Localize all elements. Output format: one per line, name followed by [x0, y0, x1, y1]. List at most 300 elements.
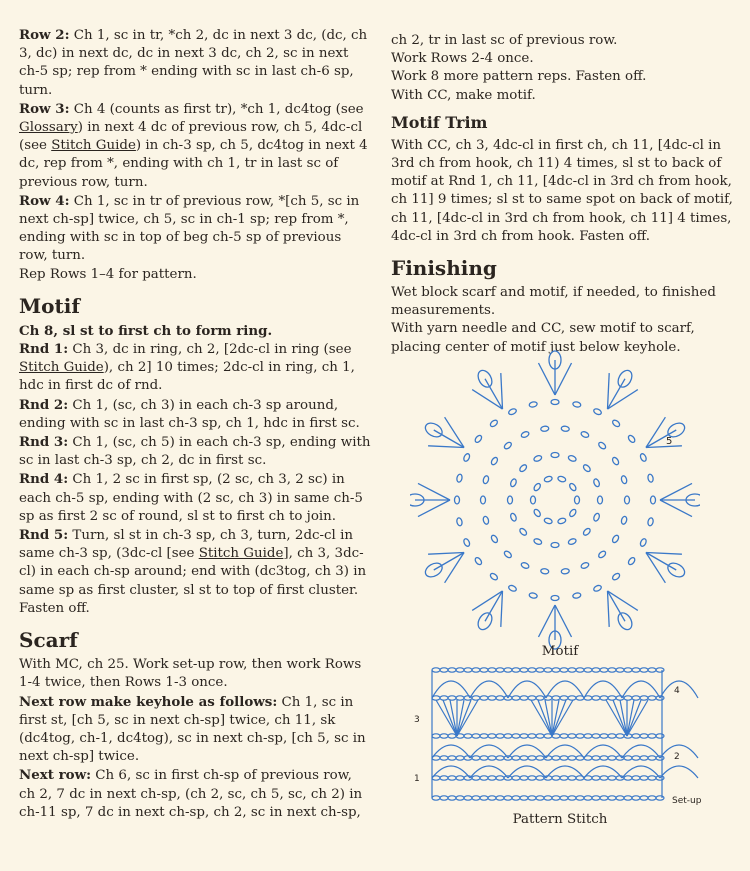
chain-stitch [544, 517, 553, 524]
chain-stitch [648, 796, 656, 800]
finishing-paragraph-2: With yarn needle and CC, sew motif to scarf, placing center of motif just below keyhole. [391, 321, 695, 355]
chain-stitch [508, 584, 517, 592]
chain-stitch [528, 756, 536, 760]
chain-stitch [448, 668, 456, 672]
chain-stitch [448, 734, 456, 738]
chain-stitch [529, 401, 538, 408]
chain-stitch [647, 517, 654, 526]
chain-stitch [488, 696, 496, 700]
chain-stitch [647, 474, 654, 483]
chain-stitch [561, 426, 570, 432]
chain-stitch [464, 668, 472, 672]
chain-stitch [560, 796, 568, 800]
chain-stitch [512, 734, 520, 738]
dc-fan [538, 700, 552, 736]
cluster-stitch [485, 379, 503, 409]
chain-stitch [600, 668, 608, 672]
motif-chart [410, 350, 700, 650]
chain-stitch [568, 668, 576, 672]
chain-stitch [576, 796, 584, 800]
chain-stitch [512, 668, 520, 672]
chain-stitch [519, 527, 528, 536]
chain-stitch [648, 668, 656, 672]
petal-loop [423, 560, 445, 579]
dc-fan [613, 700, 627, 736]
chain-stitch [496, 776, 504, 780]
chain-stitch [592, 696, 600, 700]
chain-stitch [544, 668, 552, 672]
cluster-stitch [472, 390, 502, 409]
chain-stitch [593, 408, 602, 416]
chain-stitch [624, 756, 632, 760]
chain-stitch [608, 668, 616, 672]
chain-stitch [531, 496, 536, 504]
chain-stitch [584, 734, 592, 738]
chain-stitch [656, 796, 664, 800]
stitch-guide-link[interactable]: Stitch Guide [198, 546, 284, 562]
chain-stitch [568, 756, 576, 760]
row3-text-2: ) in next 4 dc of previous row, ch 5, 4dc-cl (see [19, 120, 363, 154]
chain-stitch [482, 475, 489, 484]
chain-stitch [536, 776, 544, 780]
chain-stitch [482, 516, 489, 525]
rnd2-label: Rnd 2: [19, 396, 69, 413]
chain-stitch [568, 776, 576, 780]
chain-stitch [544, 475, 553, 482]
chain-stitch [496, 734, 504, 738]
row-label-4: 4 [674, 686, 680, 696]
row-label-1: 1 [414, 774, 420, 784]
chain-stitch [455, 496, 460, 504]
chain-stitch [551, 400, 559, 405]
chain-stitch [621, 475, 628, 484]
chain-stitch [568, 538, 577, 546]
chain-stitch [456, 776, 464, 780]
chain-stitch [551, 543, 559, 548]
chain-stitch [593, 478, 601, 487]
chain-stitch [608, 776, 616, 780]
chain-stitch [568, 734, 576, 738]
motif-heading: Motif [19, 293, 80, 318]
chain-stitch [528, 734, 536, 738]
chain-stitch [624, 696, 632, 700]
rnd2-paragraph [19, 396, 371, 433]
chain-stitch [640, 734, 648, 738]
chain-stitch [560, 776, 568, 780]
chain-stitch [472, 776, 480, 780]
chain-stitch [572, 401, 581, 408]
chain-stitch [508, 496, 513, 504]
rnd1-text: Ch 3, dc in ring, ch 2, [2dc-cl in ring (see [68, 342, 352, 358]
chain-stitch [592, 734, 600, 738]
chain-stitch [640, 776, 648, 780]
chain-stitch [592, 796, 600, 800]
cluster-stitch [428, 553, 464, 555]
chain-stitch [608, 796, 616, 800]
chain-stitch [592, 756, 600, 760]
left-column [19, 26, 371, 822]
chain-stitch [575, 496, 580, 504]
chain-stitch [456, 696, 464, 700]
chain-stitch [488, 734, 496, 738]
cluster-stitch [646, 553, 682, 555]
chain-stitch [593, 584, 602, 592]
petal-loop [423, 420, 445, 439]
chain-stitch [560, 734, 568, 738]
chain-stitch [568, 482, 577, 491]
chain-stitch [625, 496, 630, 504]
chain-stitch [520, 668, 528, 672]
chain-stitch [520, 796, 528, 800]
chain-stitch [520, 696, 528, 700]
chain-stitch [503, 441, 512, 450]
chain-stitch [456, 668, 464, 672]
chain-stitch [481, 496, 486, 504]
cluster-stitch [434, 430, 464, 448]
stitch-guide-link[interactable]: Stitch Guide [19, 360, 104, 376]
chain-stitch [480, 696, 488, 700]
chain-stitch [648, 734, 656, 738]
finishing-heading: Finishing [391, 256, 497, 281]
keyhole-text: Ch 1, sc in first st, [ch 5, sc in next ch-sp] twice, ch 11, sk (dc4tog, ch-1, dc4tog), sc in next ch-sp, [ch 5, sc in next ch-sp] twice. [19, 694, 366, 765]
cluster-stitch [608, 379, 626, 409]
chain-stitch [640, 668, 648, 672]
chain-stitch [472, 734, 480, 738]
chain-stitch [632, 756, 640, 760]
chain-stitch [490, 456, 499, 465]
chain-stitch [496, 668, 504, 672]
chain-stitch [448, 696, 456, 700]
cluster-stitch [608, 373, 610, 409]
chain-stitch [611, 572, 620, 581]
cluster-stitch [646, 553, 676, 571]
motif-trim-heading: Motif Trim [391, 112, 488, 132]
row3-text-3: ) in ch-3 sp, ch 5, dc4tog in next 4 dc, rep from *, ending with ch 1, tr in last sc of previous row, turn. [19, 138, 368, 190]
row4-text: Ch 1, sc in tr of previous row, *[ch 5, sc in next ch-sp] twice, ch 5, sc in ch-1 sp; rep from *, ending with sc in top of beg ch-5 sp of previous row, turn. [19, 193, 360, 264]
row4-label: Row 4: [19, 192, 70, 209]
rnd3-text: Ch 1, (sc, ch 5) in each ch-3 sp, ending with sc in last ch-3 sp, ch 2, dc in first sc. [19, 435, 371, 469]
chain-stitch [496, 796, 504, 800]
cont-line-2: Work Rows 2-4 once. [391, 51, 534, 67]
chain-stitch [533, 482, 542, 491]
chain-stitch [488, 796, 496, 800]
chain-stitch [584, 796, 592, 800]
chain-stitch [560, 756, 568, 760]
rnd2-text: Ch 1, (sc, ch 3) in each ch-3 sp around, ending with sc in last ch-3 sp, ch 1, hdc in first sc. [19, 397, 360, 431]
cluster-stitch [434, 553, 464, 571]
chain-stitch [598, 496, 603, 504]
chain-stitch [440, 776, 448, 780]
cluster-stitch [646, 417, 665, 447]
chain-stitch [504, 796, 512, 800]
row3-paragraph [19, 100, 371, 192]
chain-stitch [448, 796, 456, 800]
chain-stitch [648, 756, 656, 760]
nextrow-label: Next row: [19, 767, 92, 784]
stitch-guide-link[interactable]: Stitch Guide [51, 138, 136, 154]
chain-stitch [639, 453, 647, 462]
cluster-stitch [608, 591, 610, 627]
chain-stitch [496, 696, 504, 700]
chain-stitch [568, 796, 576, 800]
chain-stitch [504, 734, 512, 738]
chain-stitch [480, 796, 488, 800]
chain-stitch [616, 734, 624, 738]
chain-stitch [632, 668, 640, 672]
keyhole-paragraph [19, 693, 371, 767]
chain-stitch [600, 756, 608, 760]
chain-stitch [640, 756, 648, 760]
pattern-caption: Pattern Stitch [512, 812, 608, 827]
chain-stitch [533, 538, 542, 546]
chain-stitch [528, 668, 536, 672]
chain-stitch [448, 776, 456, 780]
chain-stitch [611, 534, 620, 543]
rnd1-text-2: ), ch 2] 10 times; 2dc-cl in ring, ch 1, hdc in first dc of rnd. [19, 360, 355, 394]
chain-stitch [572, 592, 581, 599]
rnd3-paragraph [19, 433, 371, 470]
chain-stitch [472, 756, 480, 760]
chain-stitch [608, 696, 616, 700]
nextrow-text: Ch 6, sc in first ch-sp of previous row, ch 2, 7 dc in next ch-sp, (ch 2, sc, ch 5, sc, ch 2) in ch-11 sp, 7 dc in next ch-sp, ch 2, sc in next ch-sp, [19, 768, 363, 820]
chain-stitch [576, 734, 584, 738]
pattern-stitch-chart [410, 658, 710, 813]
chain-stitch [510, 513, 518, 522]
chain-stitch [490, 534, 499, 543]
cluster-stitch [608, 591, 626, 621]
chain-stitch [496, 756, 504, 760]
cluster-stitch [646, 553, 665, 583]
chain-stitch [640, 796, 648, 800]
chain-stitch [520, 776, 528, 780]
chain-stitch [611, 419, 620, 428]
chain-stitch [580, 562, 589, 570]
chain-stitch [474, 556, 483, 565]
chain-stitch [512, 776, 520, 780]
chain-stitch [600, 734, 608, 738]
chain-stitch [551, 453, 559, 458]
chain-stitch [503, 550, 512, 559]
chain-stitch [533, 455, 542, 463]
chain-stitch [632, 776, 640, 780]
chain-stitch [627, 556, 636, 565]
cluster-stitch [608, 591, 638, 610]
chain-stitch [528, 796, 536, 800]
rnd4-label: Rnd 4: [19, 471, 69, 488]
chain-stitch [432, 734, 440, 738]
chain-stitch [648, 776, 656, 780]
chain-stitch [472, 796, 480, 800]
keyhole-label: Next row make keyhole as follows: [19, 693, 278, 710]
motif-caption: Motif [541, 644, 579, 659]
chain-stitch [463, 538, 471, 547]
chain-stitch [624, 776, 632, 780]
chain-stitch [600, 696, 608, 700]
cluster-stitch [472, 591, 502, 610]
chain-stitch [632, 734, 640, 738]
chain-stitch [561, 568, 570, 574]
chain-stitch [520, 734, 528, 738]
chain-stitch [608, 734, 616, 738]
cluster-stitch [501, 373, 503, 409]
cont-line-4: With CC, make motif. [391, 87, 536, 103]
chain-stitch [557, 475, 566, 482]
chain-arch [660, 766, 698, 778]
chain-stitch [456, 474, 463, 483]
motif-trim-paragraph: With CC, ch 3, 4dc-cl in first ch, ch 11, [4dc-cl in 3rd ch from hook, ch 11) 4 times, sl st to back of motif at Rnd 1, ch 11, [4dc-cl in 3rd ch from hook, ch 11] 9 times; sl st to same spot on back of motif, ch 11, [4dc-cl in 3rd ch from hook, ch 11] 4 times, 4dc-cl in 3rd ch from hook. Fasten off. [391, 137, 733, 244]
motif-start: Ch 8, sl st to first ch to form ring. [19, 322, 273, 339]
chain-stitch [480, 776, 488, 780]
chain-stitch [648, 696, 656, 700]
chain-stitch [544, 796, 552, 800]
row-label-2: 2 [674, 752, 680, 762]
chain-stitch [464, 734, 472, 738]
chain-stitch [580, 431, 589, 439]
chain-stitch [624, 796, 632, 800]
rep-paragraph: Rep Rows 1–4 for pattern. [19, 266, 197, 282]
chain-stitch [568, 508, 577, 517]
row4-paragraph [19, 192, 371, 266]
chain-stitch [472, 668, 480, 672]
cluster-stitch [608, 390, 638, 409]
chain-stitch [536, 756, 544, 760]
chain-stitch [512, 796, 520, 800]
rnd1-label: Rnd 1: [19, 341, 69, 358]
chain-stitch [520, 756, 528, 760]
row2-paragraph [19, 26, 371, 100]
chain-stitch [551, 596, 559, 601]
chain-stitch [529, 592, 538, 599]
chain-stitch [568, 455, 577, 463]
chain-stitch [463, 453, 471, 462]
dc-fan [457, 700, 471, 736]
chain-stitch [582, 464, 591, 473]
chain-stitch [508, 408, 517, 416]
setup-label: Set-up [672, 796, 702, 806]
chain-stitch [593, 513, 601, 522]
chain-stitch [552, 796, 560, 800]
cluster-stitch [445, 553, 464, 583]
chain-stitch [456, 756, 464, 760]
chain-stitch [608, 756, 616, 760]
chain-stitch [656, 734, 664, 738]
chain-stitch [552, 756, 560, 760]
chain-stitch [536, 668, 544, 672]
chain-stitch [480, 668, 488, 672]
chain-stitch [568, 696, 576, 700]
chain-stitch [489, 572, 498, 581]
rnd3-label: Rnd 3: [19, 434, 69, 451]
chain-stitch [632, 696, 640, 700]
chain-stitch [651, 496, 656, 504]
chain-stitch [582, 527, 591, 536]
chain-stitch [480, 734, 488, 738]
chain-stitch [510, 478, 518, 487]
chain-stitch [616, 796, 624, 800]
row3-label: Row 3: [19, 100, 70, 117]
chain-stitch [528, 696, 536, 700]
chain-stitch [621, 516, 628, 525]
chain-stitch [592, 776, 600, 780]
chain-stitch [488, 776, 496, 780]
motif-rnd-label: 5 [666, 436, 673, 447]
chain-stitch [552, 668, 560, 672]
chain-stitch [472, 696, 480, 700]
rnd4-paragraph [19, 470, 371, 526]
chain-stitch [512, 696, 520, 700]
chain-stitch [656, 668, 664, 672]
chain-stitch [552, 696, 560, 700]
chain-stitch [448, 756, 456, 760]
dc-fan [627, 700, 641, 736]
chain-stitch [533, 508, 542, 517]
chain-stitch [440, 696, 448, 700]
chain-stitch [632, 796, 640, 800]
chain-stitch [456, 796, 464, 800]
finishing-paragraph-1: Wet block scarf and motif, if needed, to finished measurements. [391, 285, 716, 319]
cluster-stitch [646, 446, 682, 448]
chain-stitch [536, 796, 544, 800]
chain-stitch [639, 538, 647, 547]
chain-stitch [592, 668, 600, 672]
chain-stitch [489, 419, 498, 428]
chain-stitch [488, 756, 496, 760]
chain-stitch [536, 696, 544, 700]
chain-stitch [432, 668, 440, 672]
chain-stitch [464, 796, 472, 800]
chain-stitch [504, 668, 512, 672]
dc-fan [552, 700, 566, 736]
row-label-3: 3 [414, 715, 420, 725]
chain-stitch [440, 734, 448, 738]
chain-stitch [552, 776, 560, 780]
scarf-heading: Scarf [19, 628, 78, 653]
chain-stitch [488, 668, 496, 672]
petal-loop [615, 368, 634, 390]
chain-stitch [440, 756, 448, 760]
petal-loop [475, 368, 494, 390]
chain-stitch [474, 434, 483, 443]
nextrow-paragraph [19, 766, 371, 822]
rnd5-text-2: ], ch 3, 3dc-cl) in each ch-sp around; end with (dc3tog, ch 3) in same sp as first cluster, sl st to top of first cluster. [19, 546, 367, 598]
chain-stitch [440, 796, 448, 800]
chain-stitch [536, 734, 544, 738]
right-column [391, 32, 737, 357]
glossary-link[interactable]: Glossary [19, 120, 78, 136]
chain-stitch [560, 696, 568, 700]
chain-stitch [480, 756, 488, 760]
chain-stitch [576, 668, 584, 672]
chain-stitch [600, 776, 608, 780]
cont-line-3: Work 8 more pattern reps. Fasten off. [391, 69, 647, 85]
cont-line-1: ch 2, tr in last sc of previous row. [391, 33, 618, 48]
cluster-stitch [445, 417, 464, 447]
chain-stitch [597, 441, 606, 450]
rnd5-label: Rnd 5: [19, 527, 69, 544]
dc-fan [443, 700, 457, 736]
rnd1-paragraph [19, 340, 371, 396]
rnd4-text: Ch 1, 2 sc in first sp, (2 sc, ch 3, 2 sc) in each ch-5 sp, ending with (2 sc, ch 3) in same ch-5 sp as first 2 sc of round, sl st to first ch to join. [19, 472, 363, 524]
chain-stitch [624, 668, 632, 672]
row3-text: Ch 4 (counts as first tr), *ch 1, dc4tog (see [69, 101, 364, 117]
chain-stitch [456, 517, 463, 526]
chain-stitch [432, 796, 440, 800]
chain-stitch [597, 550, 606, 559]
chain-stitch [520, 431, 529, 439]
chain-stitch [584, 668, 592, 672]
chain-stitch [512, 756, 520, 760]
chain-stitch [600, 796, 608, 800]
